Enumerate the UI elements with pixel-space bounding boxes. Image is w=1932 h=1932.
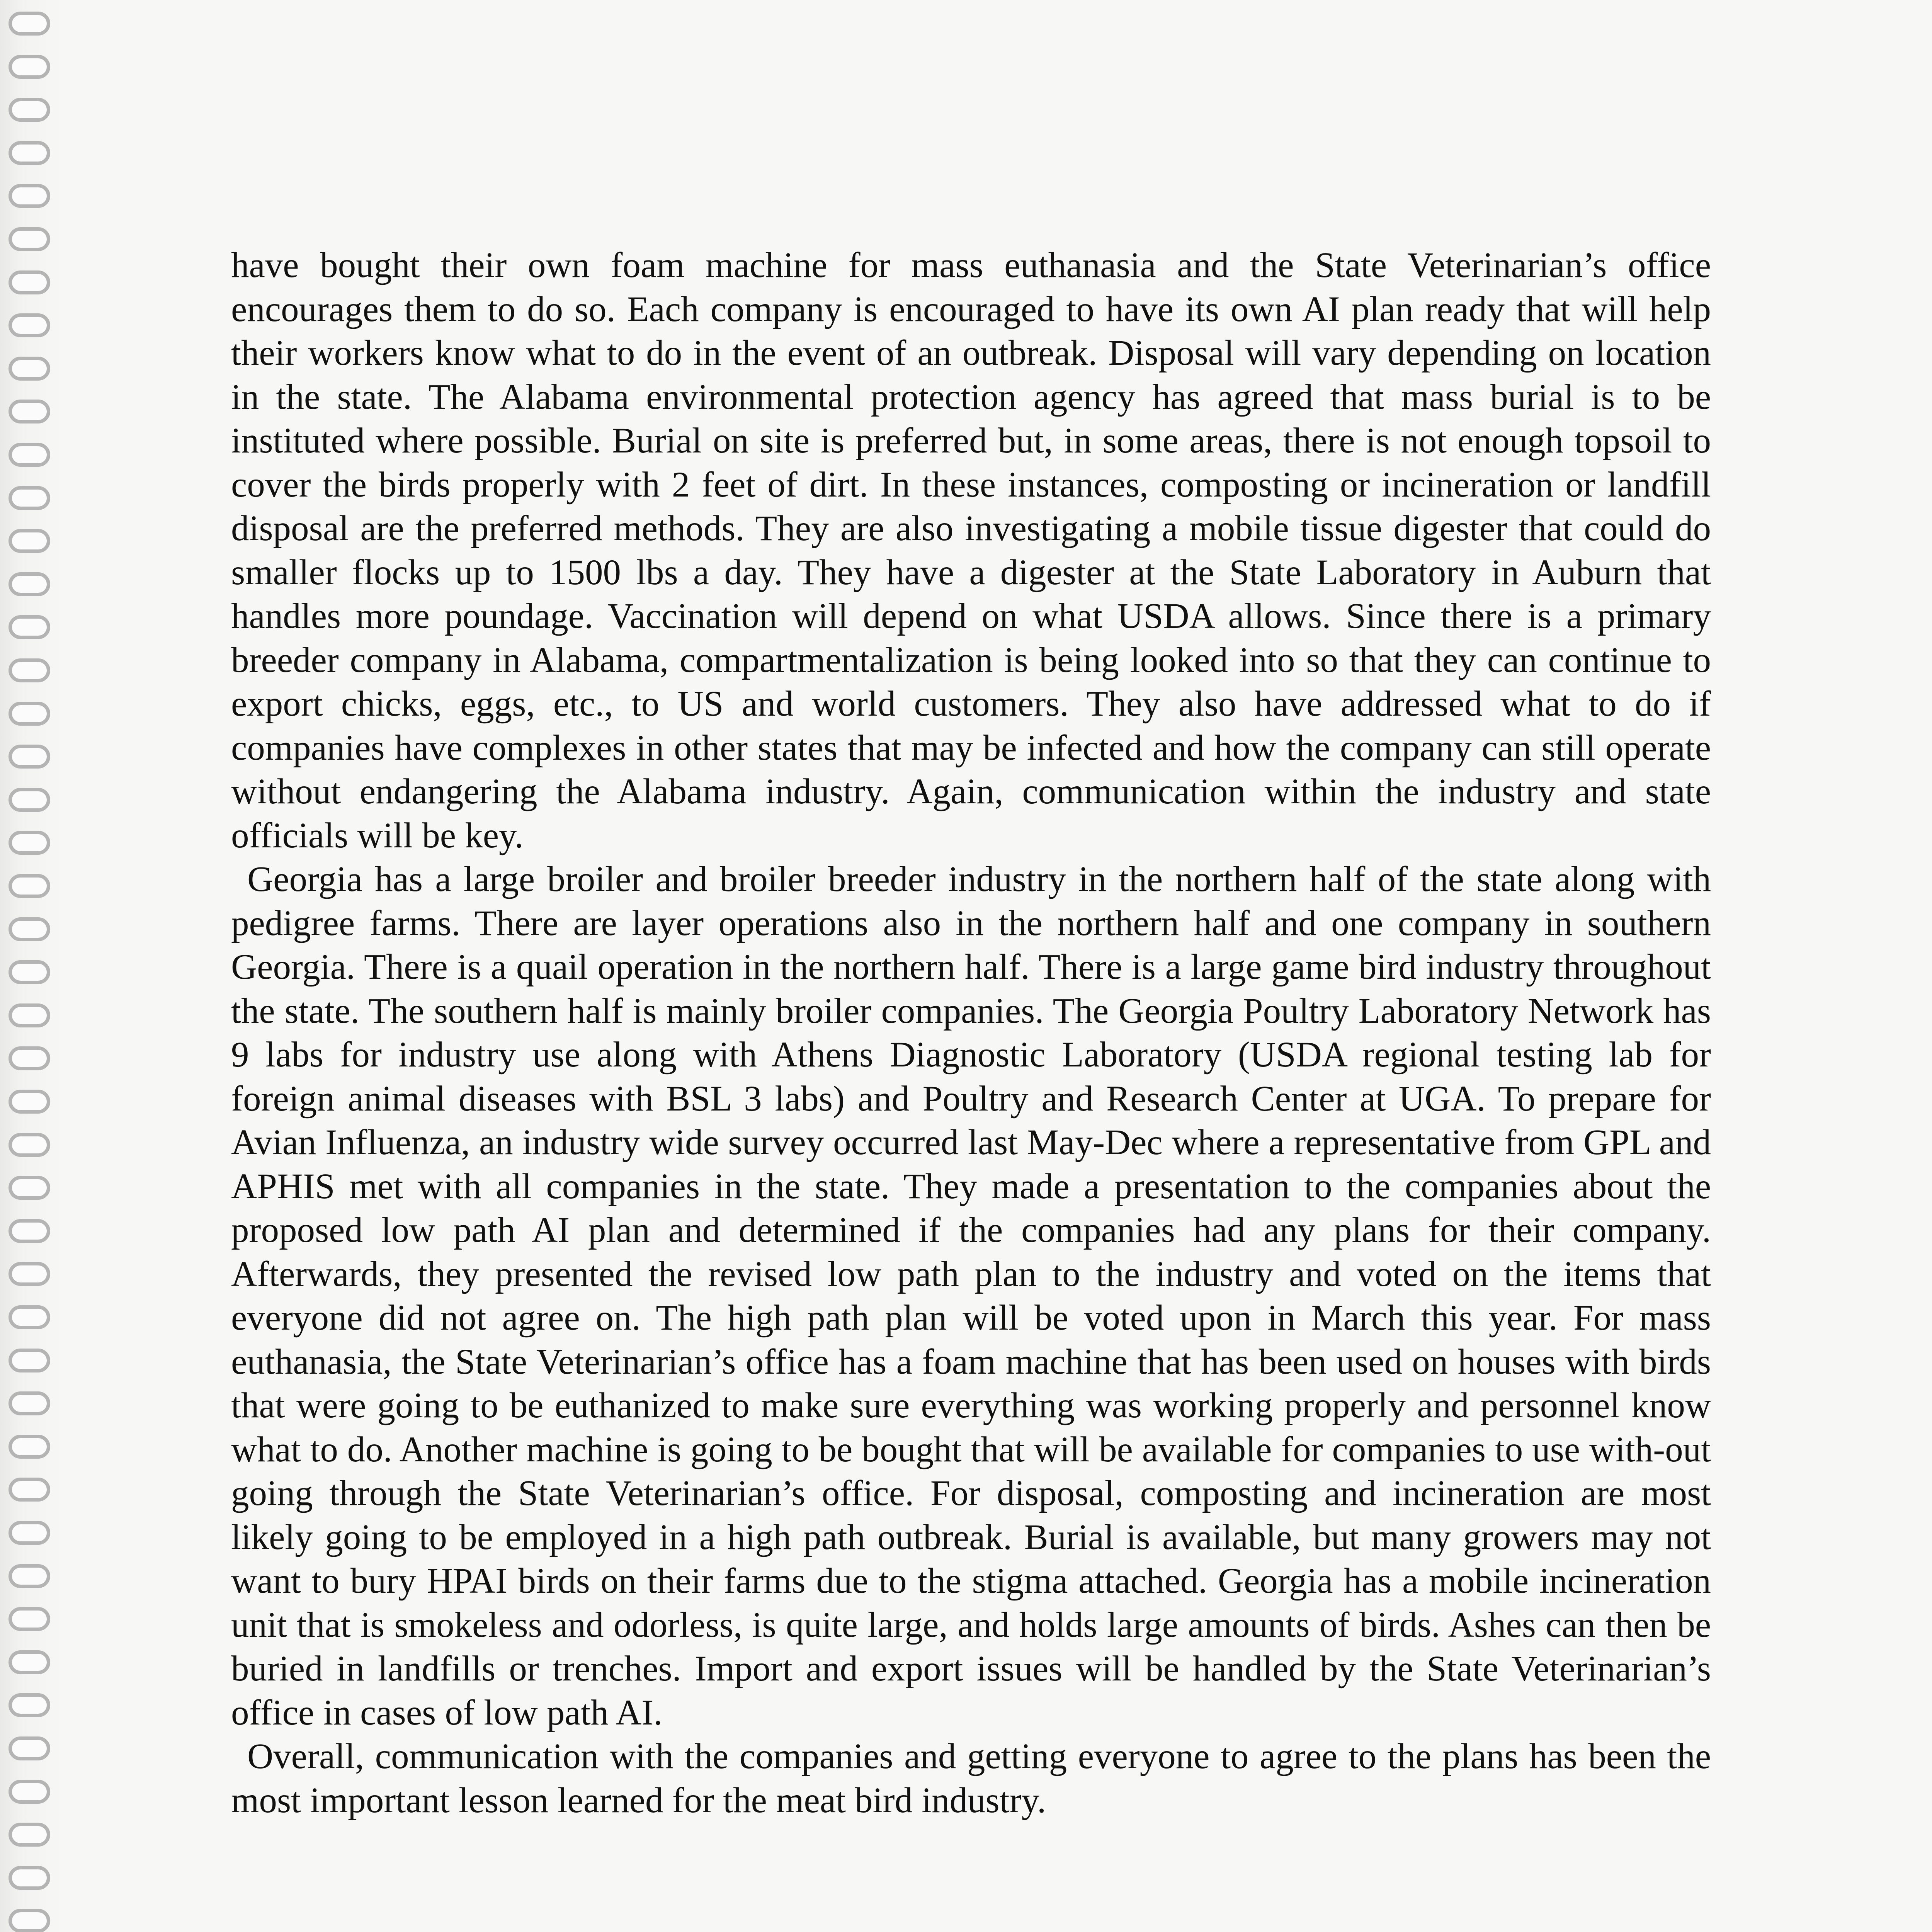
binding-ring [9, 1046, 50, 1070]
binding-ring [9, 745, 50, 769]
binding-ring [9, 1090, 50, 1114]
binding-ring [9, 1435, 50, 1459]
binding-ring [9, 1219, 50, 1243]
binding-ring [9, 702, 50, 726]
binding-ring [9, 572, 50, 596]
binding-ring [9, 1823, 50, 1847]
binding-ring [9, 1478, 50, 1502]
binding-ring [9, 1564, 50, 1588]
binding-ring [9, 1391, 50, 1415]
binding-ring [9, 400, 50, 423]
binding-ring [9, 1003, 50, 1027]
binding-ring [9, 960, 50, 984]
binding-ring [9, 141, 50, 165]
binding-ring [9, 98, 50, 122]
binding-ring [9, 1262, 50, 1286]
binding-ring [9, 12, 50, 36]
binding-ring [9, 313, 50, 337]
binding-ring [9, 529, 50, 553]
binding-ring [9, 1133, 50, 1157]
binding-ring [9, 1607, 50, 1631]
binding-ring [9, 917, 50, 941]
binding-ring [9, 788, 50, 812]
binding-ring [9, 831, 50, 855]
binding-ring [9, 1693, 50, 1717]
binding-ring [9, 1780, 50, 1804]
binding-ring [9, 1305, 50, 1329]
binding-ring [9, 357, 50, 381]
binding-ring [9, 486, 50, 510]
binding-ring [9, 658, 50, 682]
paragraph-alabama-continued: have bought their own foam machine for mass euthanasia and the State Veterinarian’s office encourages them to do so. Each company is encouraged to have its own AI plan ready that will help their workers know what to do in the event of an outbreak. Disposal will vary depending on location in the state. The Alabama environmental protection agency has agreed that mass burial is to be instituted where possible. Burial on site is preferred but, in some areas, there is not enough topsoil to cover the birds properly with 2 feet of dirt. In these instances, composting or incineration or landfill disposal are the preferred methods. They are also investigating a mobile tissue digester that could do smaller flocks up to 1500 lbs a day. They have a digester at the State Laboratory in Auburn that handles more poundage. Vaccination will depend on what USDA allows. Since there is a primary breeder company in Alabama, compartmentalization is being looked into so that they can continue to export chicks, eggs, etc., to US and world customers. They also have addressed what to do if companies have complexes in other states that may be infected and how the company can still operate without endangering the Alabama industry. Again, communication within the industry and state officials will be key. [231, 245, 1711, 855]
binding-ring [9, 1650, 50, 1674]
spiral-binding [0, 0, 58, 1932]
body-text [231, 243, 1711, 1822]
paragraph-overall: Overall, communication with the companies and getting everyone to agree to the plans has been the most important lesson learned for the meat bird industry. [231, 1736, 1711, 1820]
binding-ring [9, 615, 50, 639]
binding-ring [9, 270, 50, 294]
binding-ring [9, 1521, 50, 1545]
binding-ring [9, 55, 50, 79]
binding-ring [9, 184, 50, 208]
binding-ring [9, 1866, 50, 1890]
binding-ring [9, 1909, 50, 1932]
binding-ring [9, 1736, 50, 1760]
binding-ring [9, 874, 50, 898]
binding-ring [9, 227, 50, 251]
paragraph-georgia: Georgia has a large broiler and broiler breeder industry in the northern half of the state along with pedigree farms. There are layer operations also in the northern half and one company in southern Georgia. There is a quail operation in the northern half. There is a large game bird industry throughout the state. The southern half is mainly broiler companies. The Georgia Poultry Laboratory Network has 9 labs for industry use along with Athens Diagnostic Laboratory (USDA regional testing lab for foreign animal diseases with BSL 3 labs) and Poultry and Research Center at UGA. To prepare for Avian Influenza, an industry wide survey occurred last May-Dec where a representative from GPL and APHIS met with all companies in the state. They made a presentation to the companies about the proposed low path AI plan and determined if the companies had any plans for their company. Afterwards, they presented the revised low path plan to the industry and voted on the items that everyone did not agree on. The high path plan will be voted upon in March this year. For mass euthanasia, the State Veterinarian’s office has a foam machine that has been used on houses with birds that were going to be euthanized to make sure everything was working properly and personnel know what to do. Another machine is going to be bought that will be available for companies to use with-out going through the State Veterinarian’s office. For disposal, composting and incineration are most likely going to be employed in a high path outbreak. Burial is available, but many growers may not want to bury HPAI birds on their farms due to the stigma attached. Georgia has a mobile incineration unit that is smokeless and odorless, is quite large, and holds large amounts of birds. Ashes can then be buried in landfills or trenches. Import and export issues will be handled by the State Veterinarian’s office in cases of low path AI. [231, 859, 1711, 1733]
binding-ring [9, 1176, 50, 1200]
binding-ring [9, 443, 50, 467]
binding-ring [9, 1349, 50, 1372]
